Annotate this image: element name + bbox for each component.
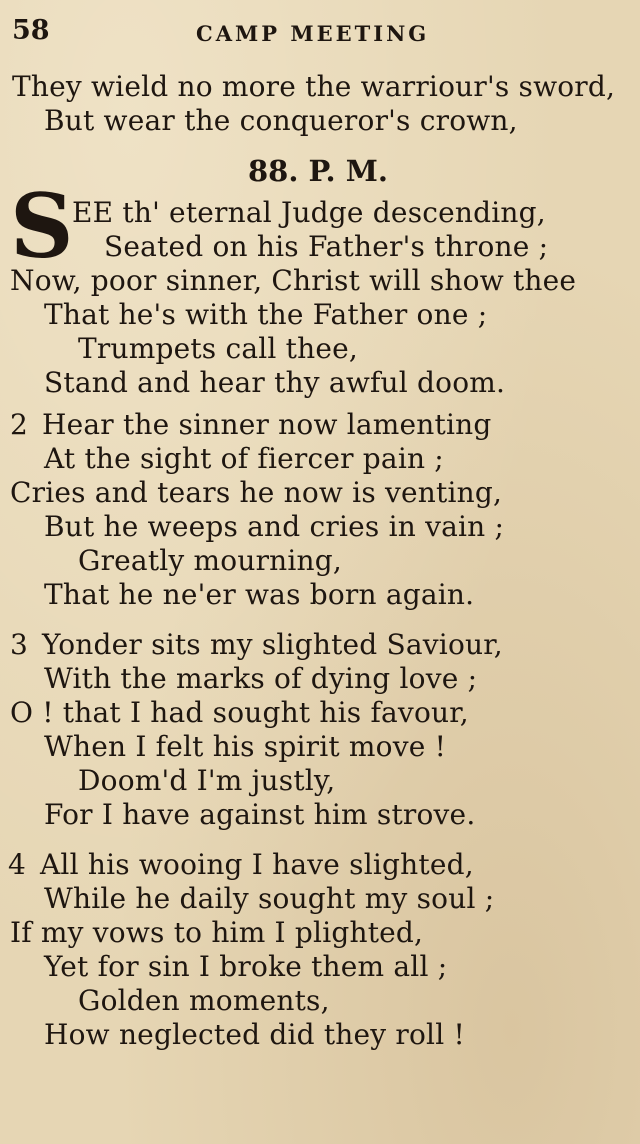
verse-1-line-1: EE th' eternal Judge descending, (72, 196, 546, 229)
verse-1-line-2: Seated on his Father's throne ; (104, 230, 549, 263)
verse-2-line-2: At the sight of fiercer pain ; (44, 442, 444, 475)
verse-4-line-1: All his wooing I have slighted, (40, 848, 474, 881)
verse-number: 4 (8, 848, 27, 881)
verse-2-line-4: But he weeps and cries in vain ; (44, 510, 505, 543)
verse-3-line-1: Yonder sits my slighted Saviour, (42, 628, 503, 661)
verse-4-line-6: How neglected did they roll ! (44, 1018, 465, 1051)
carryover-line-1: They wield no more the warriour's sword, (12, 70, 616, 103)
verse-3-line-2: With the marks of dying love ; (44, 662, 478, 695)
verse-2-line-3: Cries and tears he now is venting, (10, 476, 503, 509)
verse-3-line-5: Doom'd I'm justly, (78, 764, 336, 797)
verse-1-line-3: Now, poor sinner, Christ will show thee (10, 264, 577, 297)
carryover-line-2: But wear the conqueror's crown, (44, 104, 518, 137)
hymn-heading: 88. P. M. (248, 154, 388, 188)
verse-4-line-4: Yet for sin I broke them all ; (44, 950, 448, 983)
verse-3-line-3: O ! that I had sought his favour, (10, 696, 469, 729)
page-number: 58 (12, 15, 50, 46)
verse-3-first-line (10, 628, 503, 662)
drop-cap: S (10, 174, 74, 278)
verse-3-line-4: When I felt his spirit move ! (44, 730, 447, 763)
verse-3-line-6: For I have against him strove. (44, 798, 476, 831)
verse-4-line-3: If my vows to him I plighted, (10, 916, 424, 949)
verse-1-line-5: Trumpets call thee, (78, 332, 358, 365)
verse-2-line-5: Greatly mourning, (78, 544, 343, 577)
verse-number: 2 (10, 408, 29, 441)
verse-2-line-6: That he ne'er was born again. (44, 578, 475, 611)
verse-2-first-line (10, 408, 492, 442)
running-title: CAMP MEETING (196, 21, 430, 46)
verse-number: 3 (10, 628, 29, 661)
verse-1-line-6: Stand and hear thy awful doom. (44, 366, 506, 399)
verse-4-line-5: Golden moments, (78, 984, 330, 1017)
verse-1-line-4: That he's with the Father one ; (44, 298, 488, 331)
verse-2-line-1: Hear the sinner now lamenting (42, 408, 492, 441)
verse-4-first-line (8, 848, 474, 882)
verse-4-line-2: While he daily sought my soul ; (44, 882, 495, 915)
